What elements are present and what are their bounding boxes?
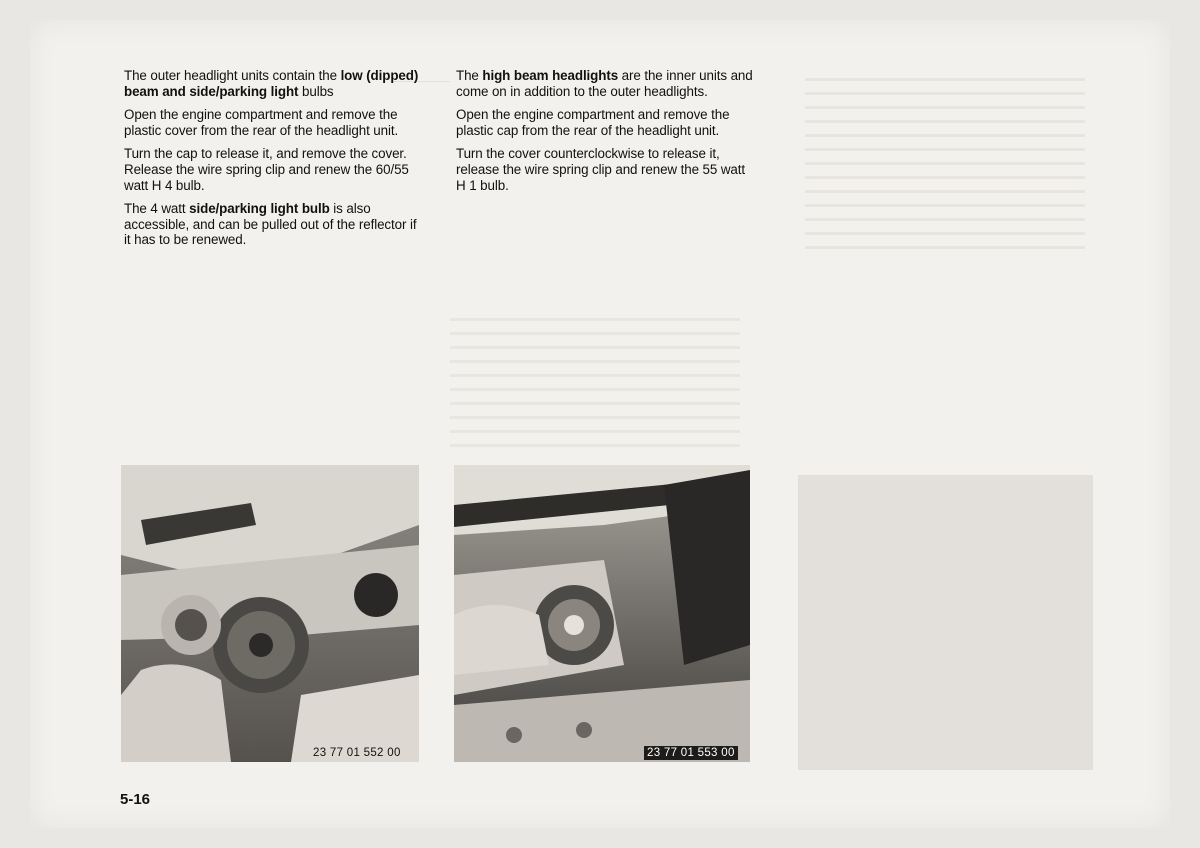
- paragraph-open-compartment-2: Open the engine compartment and remove the plastic cap from the rear of the headlight unit.: [456, 107, 730, 138]
- bleed-through-photo: [798, 475, 1093, 770]
- photo-low-beam-illustration: [121, 465, 419, 762]
- left-text-column: [124, 68, 424, 256]
- right-text-column: [456, 68, 756, 201]
- manual-page: [30, 20, 1170, 828]
- paragraph-turn-cover: Turn the cover counterclockwise to release it, release the wire spring clip and renew the 55 watt H 1 bulb.: [456, 146, 746, 193]
- paragraph-turn-cap: Turn the cap to release it, and remove the cover. Release the wire spring clip and renew the 60/55 watt H 4 bulb.: [124, 146, 409, 193]
- page-number: 5-16: [120, 791, 151, 808]
- paragraph-low-beam-intro: The outer headlight units contain the low (dipped) beam and side/parking light bulbs: [124, 68, 419, 99]
- bleed-through-text: [450, 310, 740, 450]
- bleed-through-text: [805, 70, 1085, 260]
- figure-caption-2: 23 77 01 553 00: [644, 746, 738, 760]
- photo-high-beam-bulb: [454, 465, 750, 762]
- paragraph-open-compartment: Open the engine compartment and remove the plastic cover from the rear of the headlight unit.: [124, 107, 399, 138]
- paragraph-high-beam-intro: The high beam headlights are the inner units and come on in addition to the outer headlights.: [456, 68, 753, 99]
- photo-low-beam-bulb: [121, 465, 419, 762]
- figure-caption-1: 23 77 01 552 00: [313, 747, 401, 759]
- photo-high-beam-illustration: [454, 465, 750, 762]
- paragraph-parking-bulb: The 4 watt side/parking light bulb is also accessible, and can be pulled out of the reflector if it has to be renewed.: [124, 201, 417, 248]
